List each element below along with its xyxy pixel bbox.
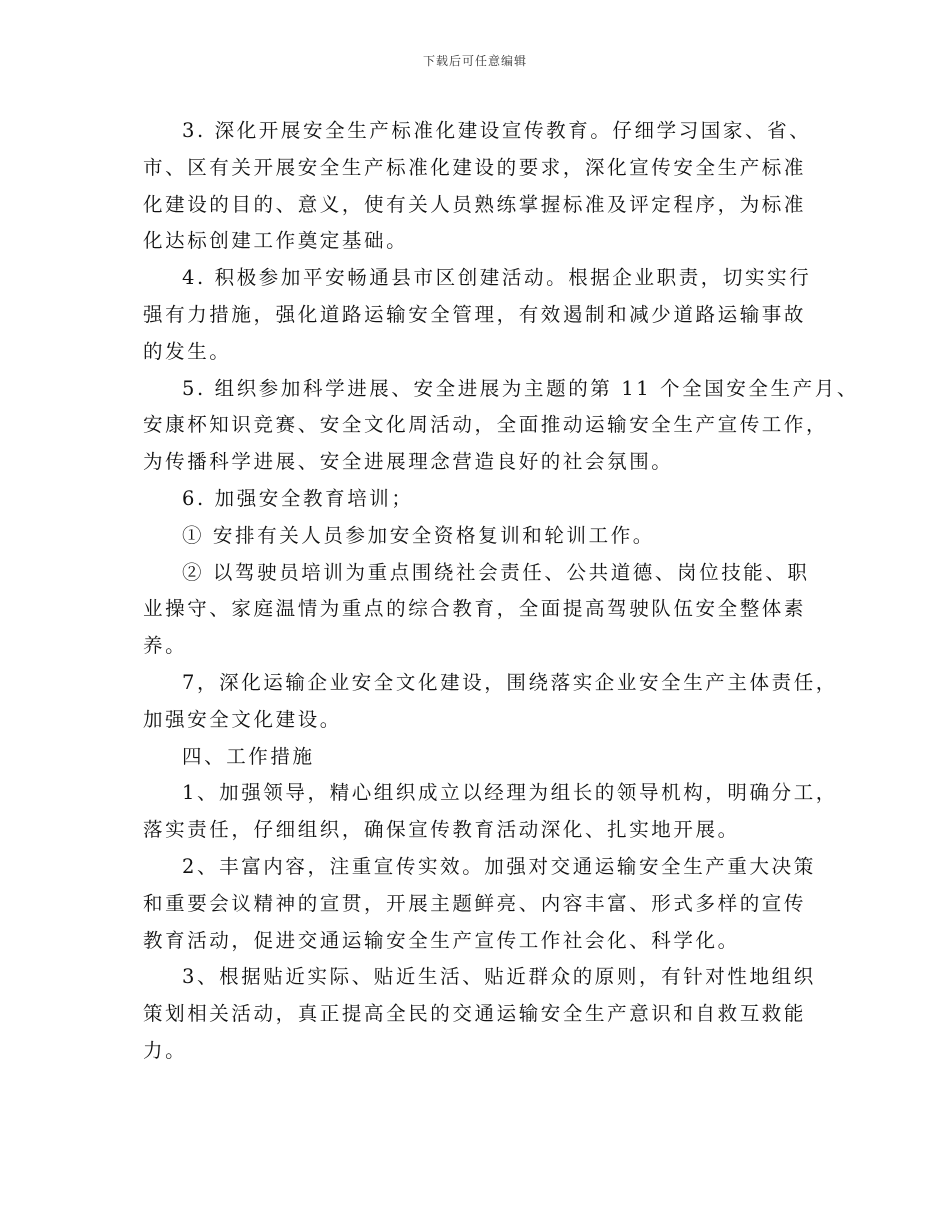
page-header: 下载后可任意编辑: [422, 54, 527, 68]
section-heading-measures: [143, 739, 823, 776]
paragraph-line: 养。: [143, 634, 188, 658]
paragraph-line: 化达标创建工作奠定基础。: [143, 229, 409, 253]
paragraph-line: 3、根据贴近实际、贴近生活、贴近群众的原则，有针对性地组织: [182, 965, 816, 989]
paragraph-line: 为传播科学进展、安全进展理念营造良好的社会氛围。: [143, 450, 674, 474]
paragraph-line: 化建设的目的、意义，使有关人员熟练掌握标准及评定程序，为标准: [143, 192, 807, 216]
paragraph-line: 落实责任，仔细组织，确保宣传教育活动深化、扎实地开展。: [143, 818, 740, 842]
paragraph-line: 教育活动，促进交通运输安全生产宣传工作社会化、科学化。: [143, 928, 740, 952]
section-heading: 四、工作措施: [182, 744, 315, 768]
paragraph-training-item-2: [143, 555, 823, 665]
paragraph-measure-2: [143, 849, 823, 959]
paragraph-line: 市、区有关开展安全生产标准化建设的要求，深化宣传安全生产标准: [143, 155, 807, 179]
paragraph-line: 2、丰富内容，注重宣传实效。加强对交通运输安全生产重大决策: [182, 854, 816, 878]
paragraph-line: 的发生。: [143, 339, 232, 363]
paragraph-training-item-1: [143, 518, 823, 555]
paragraph-safe-county: [143, 260, 823, 370]
document-body: [143, 113, 859, 1070]
paragraph-line: 6. 加强安全教育培训；: [182, 486, 414, 510]
paragraph-measure-3: [143, 959, 823, 1069]
paragraph-line: 强有力措施，强化道路运输安全管理，有效遏制和减少道路运输事故: [143, 302, 807, 326]
paragraph-training-heading: [143, 481, 823, 518]
paragraph-line: 5. 组织参加科学进展、安全进展为主题的第 11 个全国安全生产月、: [182, 376, 859, 400]
paragraph-line: 3. 深化开展安全生产标准化建设宣传教育。仔细学习国家、省、: [182, 119, 812, 142]
paragraph-line: 业操守、家庭温情为重点的综合教育，全面提高驾驶队伍安全整体素: [143, 597, 807, 621]
paragraph-line: 力。: [143, 1038, 188, 1062]
paragraph-safety-culture: [143, 665, 838, 739]
paragraph-line: 和重要会议精神的宣贯，开展主题鲜亮、内容丰富、形式多样的宣传: [143, 891, 807, 915]
paragraph-line: 4. 积极参加平安畅通县市区创建活动。根据企业职责，切实实行: [182, 266, 812, 290]
paragraph-line: 安康杯知识竞赛、安全文化周活动，全面推动运输安全生产宣传工作，: [143, 413, 829, 437]
paragraph-line: 策划相关活动，真正提高全民的交通运输安全生产意识和自救互救能: [143, 1002, 807, 1026]
paragraph-line: ① 安排有关人员参加安全资格复训和轮训工作。: [182, 523, 655, 547]
paragraph-measure-1: [143, 775, 838, 849]
paragraph-line: ② 以驾驶员培训为重点围绕社会责任、公共道德、岗位技能、职: [182, 560, 810, 584]
paragraph-standardization: [143, 113, 823, 260]
paragraph-safety-month: [143, 371, 859, 481]
paragraph-line: 7，深化运输企业安全文化建设，围绕落实企业安全生产主体责任，: [182, 670, 838, 694]
paragraph-line: 加强安全文化建设。: [143, 707, 342, 731]
paragraph-line: 1、加强领导，精心组织成立以经理为组长的领导机构，明确分工，: [182, 781, 838, 805]
